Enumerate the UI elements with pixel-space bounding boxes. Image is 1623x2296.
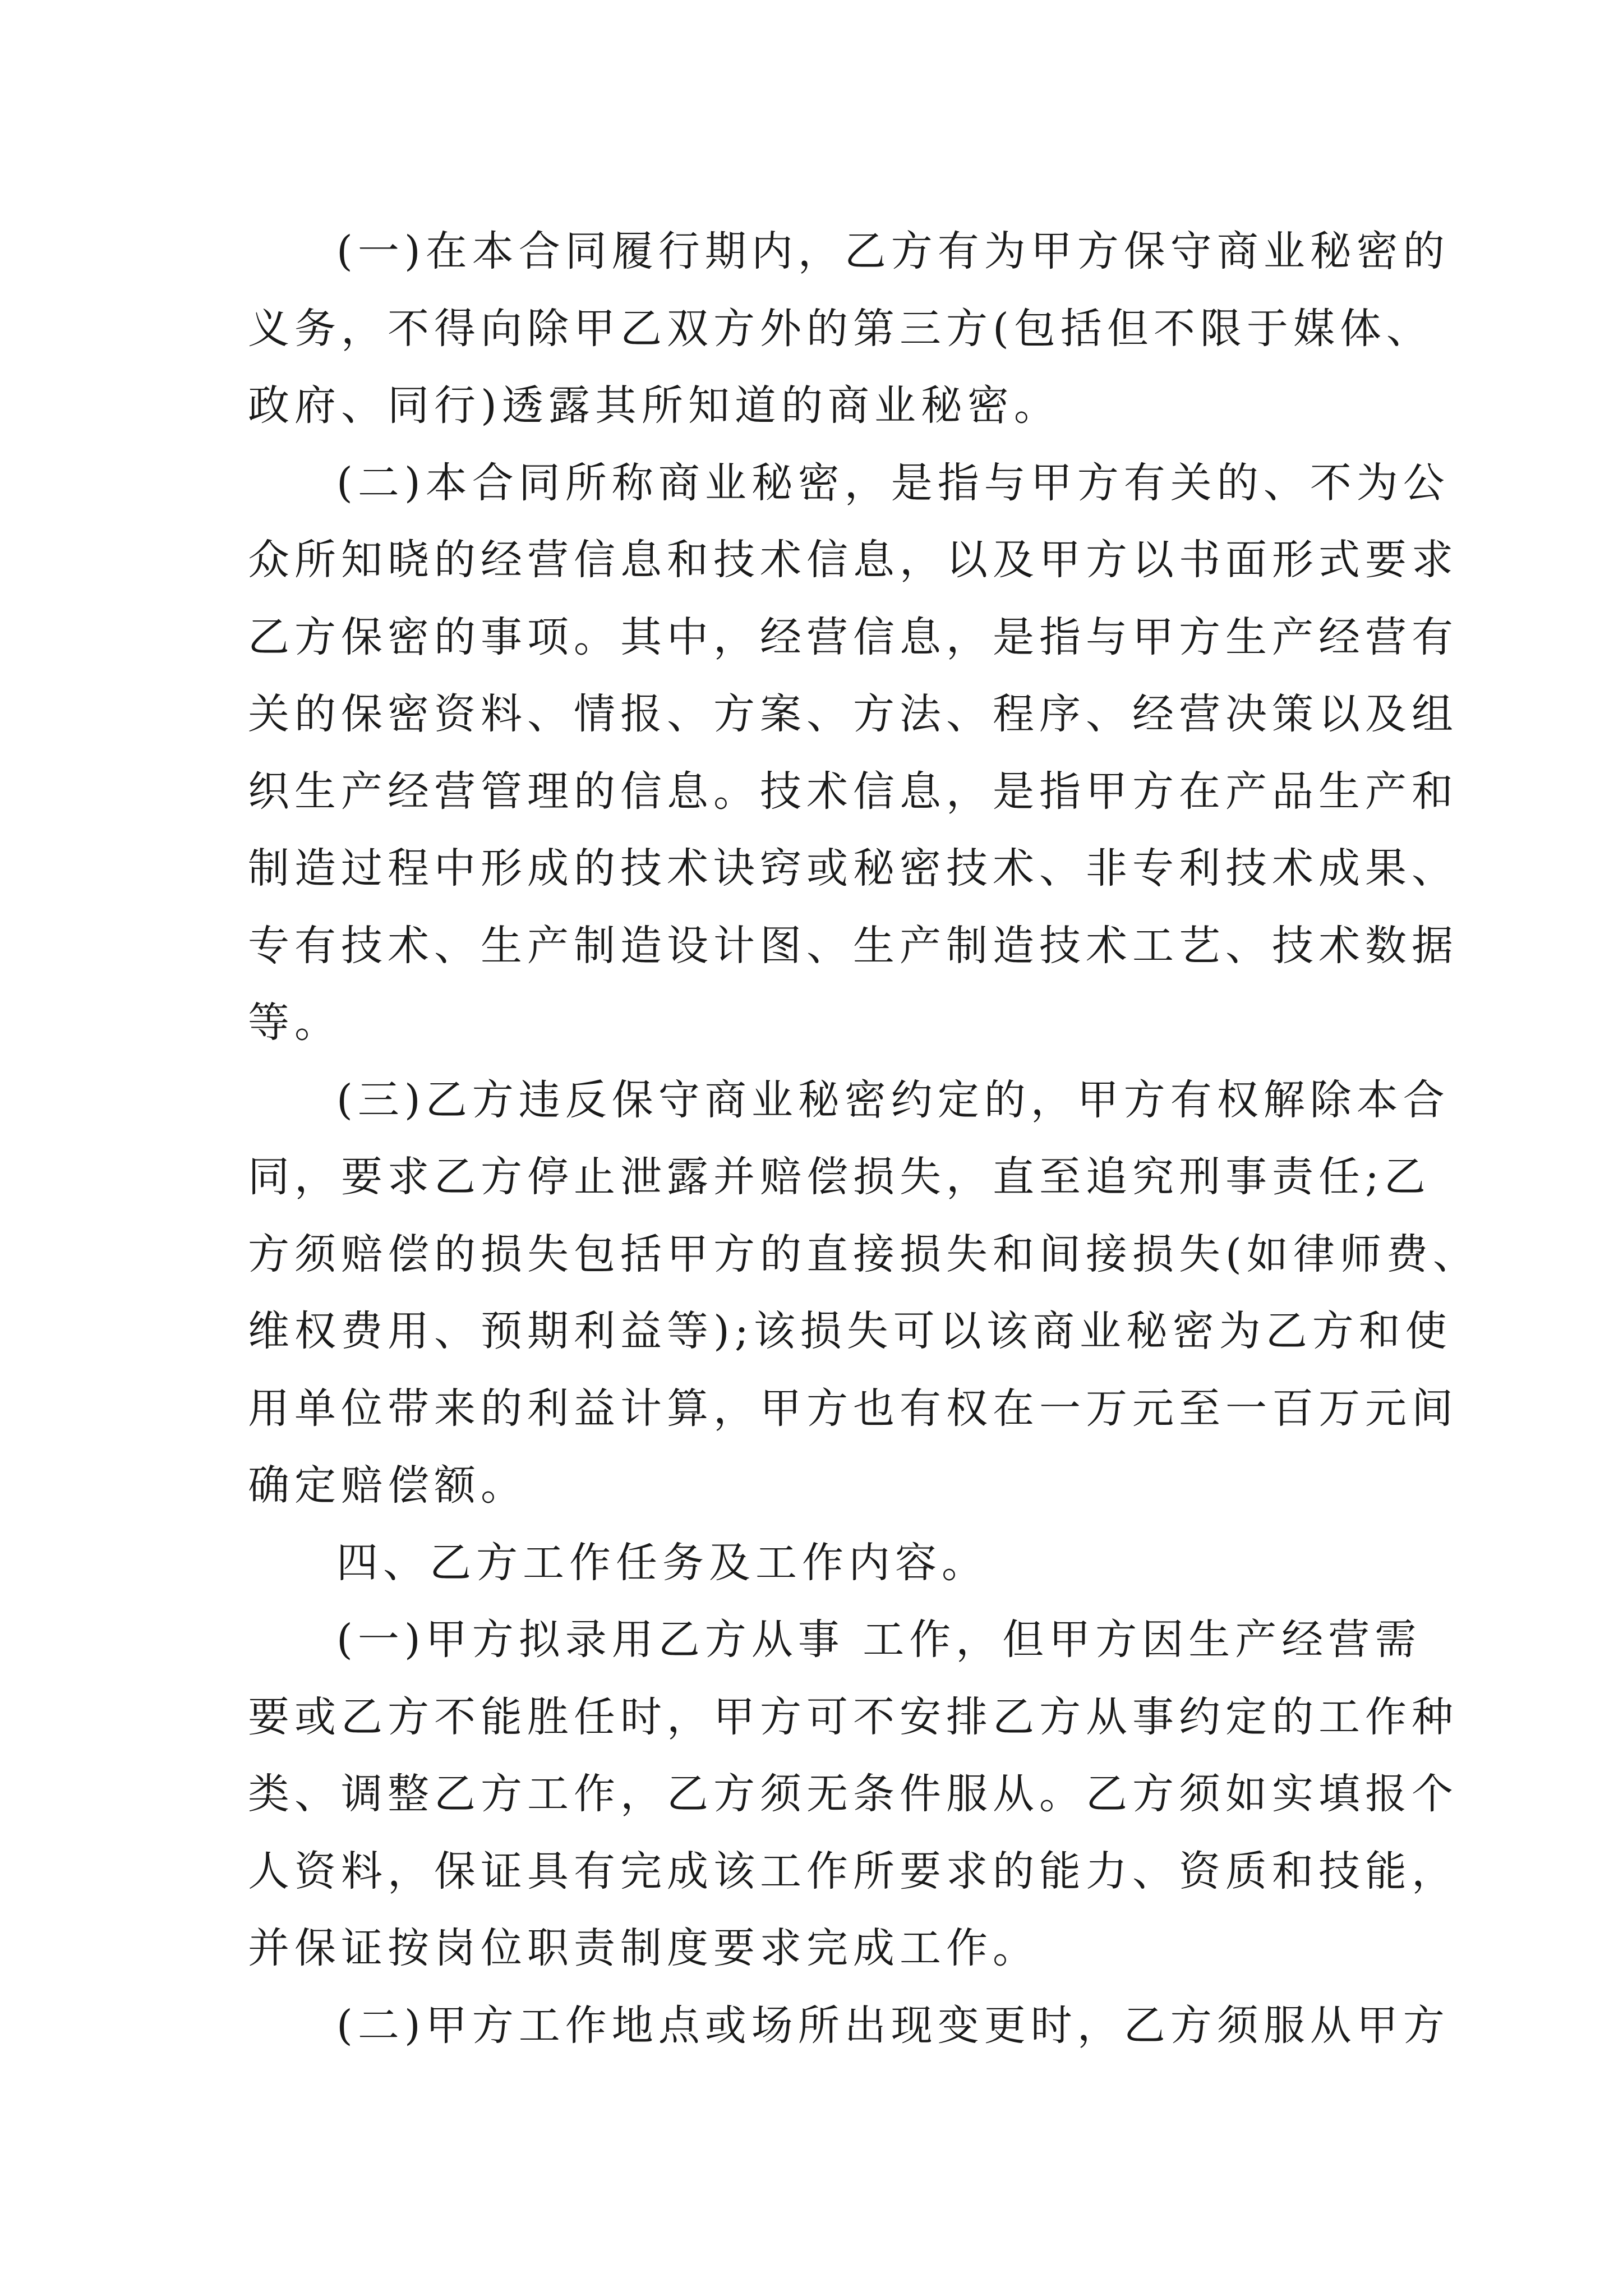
text-line: 政府、同行)透露其所知道的商业秘密。 [248,381,1061,430]
text-line: 等。 [248,999,341,1047]
text-line: 义务，不得向除甲乙双方外的第三方(包括但不限于媒体、 [248,304,1433,353]
text-line: 制造过程中形成的技术诀窍或秘密技术、非专利技术成果、 [248,844,1458,892]
text-line: (一)在本合同履行期内，乙方有为甲方保守商业秘密的 [336,227,1450,275]
text-line: 确定赔偿额。 [248,1461,527,1510]
text-line: 方须赔偿的损失包括甲方的直接损失和间接损失(如律师费、 [248,1230,1479,1278]
text-line: 乙方保密的事项。其中，经营信息，是指与甲方生产经营有 [248,613,1458,661]
text-line: 类、调整乙方工作，乙方须无条件服从。乙方须如实填报个 [248,1770,1458,1818]
text-line: 要或乙方不能胜任时，甲方可不安排乙方从事约定的工作种 [248,1692,1458,1741]
text-line: 维权费用、预期利益等);该损失可以该商业秘密为乙方和使 [248,1307,1452,1355]
text-line: (二)甲方工作地点或场所出现变更时，乙方须服从甲方 [336,2001,1450,2050]
text-line: 人资料，保证具有完成该工作所要求的能力、资质和技能， [248,1847,1458,1895]
document-body [248,213,1479,2064]
text-line: 专有技术、生产制造设计图、生产制造技术工艺、技术数据 [248,921,1458,970]
text-line: (二)本合同所称商业秘密，是指与甲方有关的、不为公 [336,458,1450,507]
text-line: 用单位带来的利益计算，甲方也有权在一万元至一百万元间 [248,1384,1458,1433]
text-line: 众所知晓的经营信息和技术信息，以及甲方以书面形式要求 [248,536,1458,584]
text-line: (三)乙方违反保守商业秘密约定的，甲方有权解除本合 [336,1075,1450,1124]
section-heading: 四、乙方工作任务及工作内容。 [336,1538,988,1587]
text-line: 织生产经营管理的信息。技术信息，是指甲方在产品生产和 [248,767,1458,816]
text-line: 同，要求乙方停止泄露并赔偿损失，直至追究刑事责任;乙 [248,1153,1431,1201]
text-line: 并保证按岗位职责制度要求完成工作。 [248,1924,1039,1972]
text-line: (一)甲方拟录用乙方从事 工作，但甲方因生产经营需 [336,1616,1422,1664]
text-line: 关的保密资料、情报、方案、方法、程序、经营决策以及组 [248,690,1458,738]
